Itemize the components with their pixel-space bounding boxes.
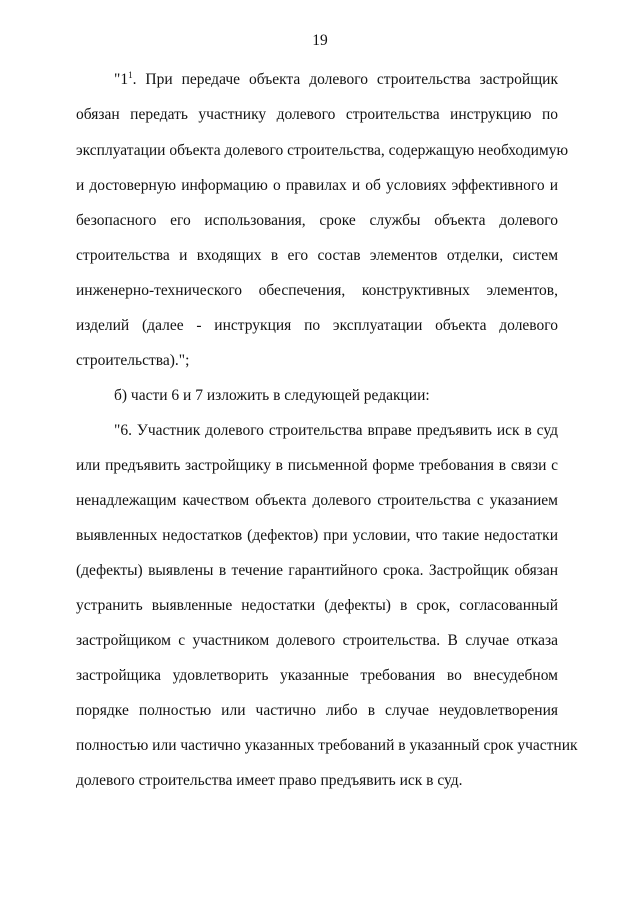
text-line: изделий (далее - инструкция по эксплуатации объекта долевого	[76, 317, 558, 334]
text-fragment: . При передаче объекта долевого строительства застройщик	[132, 71, 558, 88]
text-line: "6. Участник долевого строительства вправе предъявить иск в суд	[114, 422, 558, 439]
text-line: инженерно-технического обеспечения, конструктивных элементов,	[76, 282, 558, 299]
page-number: 19	[312, 32, 328, 49]
text-line: эксплуатации объекта долевого строительства, содержащую необходимую	[76, 142, 569, 159]
text-fragment: "1	[114, 71, 129, 88]
text-line: или предъявить застройщику в письменной форме требования в связи с	[76, 457, 558, 474]
text-line: застройщика удовлетворить указанные требования во внесудебном	[76, 667, 558, 684]
text-line: застройщиком с участником долевого строительства. В случае отказа	[76, 632, 558, 649]
text-line	[114, 70, 558, 90]
text-line: строительства и входящих в его состав элементов отделки, систем	[76, 247, 558, 264]
superscript: 1	[128, 70, 133, 80]
text-line: безопасного его использования, сроке службы объекта долевого	[76, 212, 558, 229]
text-line: строительства).";	[76, 352, 190, 369]
text-line: обязан передать участнику долевого строительства инструкцию по	[76, 106, 558, 123]
text-line: полностью или частично указанных требований в указанный срок участник	[76, 737, 578, 754]
text-line: ненадлежащим качеством объекта долевого строительства с указанием	[76, 492, 558, 509]
text-line: порядке полностью или частично либо в случае неудовлетворения	[76, 702, 558, 719]
text-line: долевого строительства имеет право предъявить иск в суд.	[76, 772, 463, 789]
text-line: (дефекты) выявлены в течение гарантийного срока. Застройщик обязан	[76, 562, 558, 579]
text-line: б) части 6 и 7 изложить в следующей редакции:	[114, 387, 430, 404]
text-line: выявленных недостатков (дефектов) при условии, что такие недостатки	[76, 527, 558, 544]
text-line: и достоверную информацию о правилах и об условиях эффективного и	[76, 177, 558, 194]
text-line: устранить выявленные недостатки (дефекты) в срок, согласованный	[76, 597, 558, 614]
